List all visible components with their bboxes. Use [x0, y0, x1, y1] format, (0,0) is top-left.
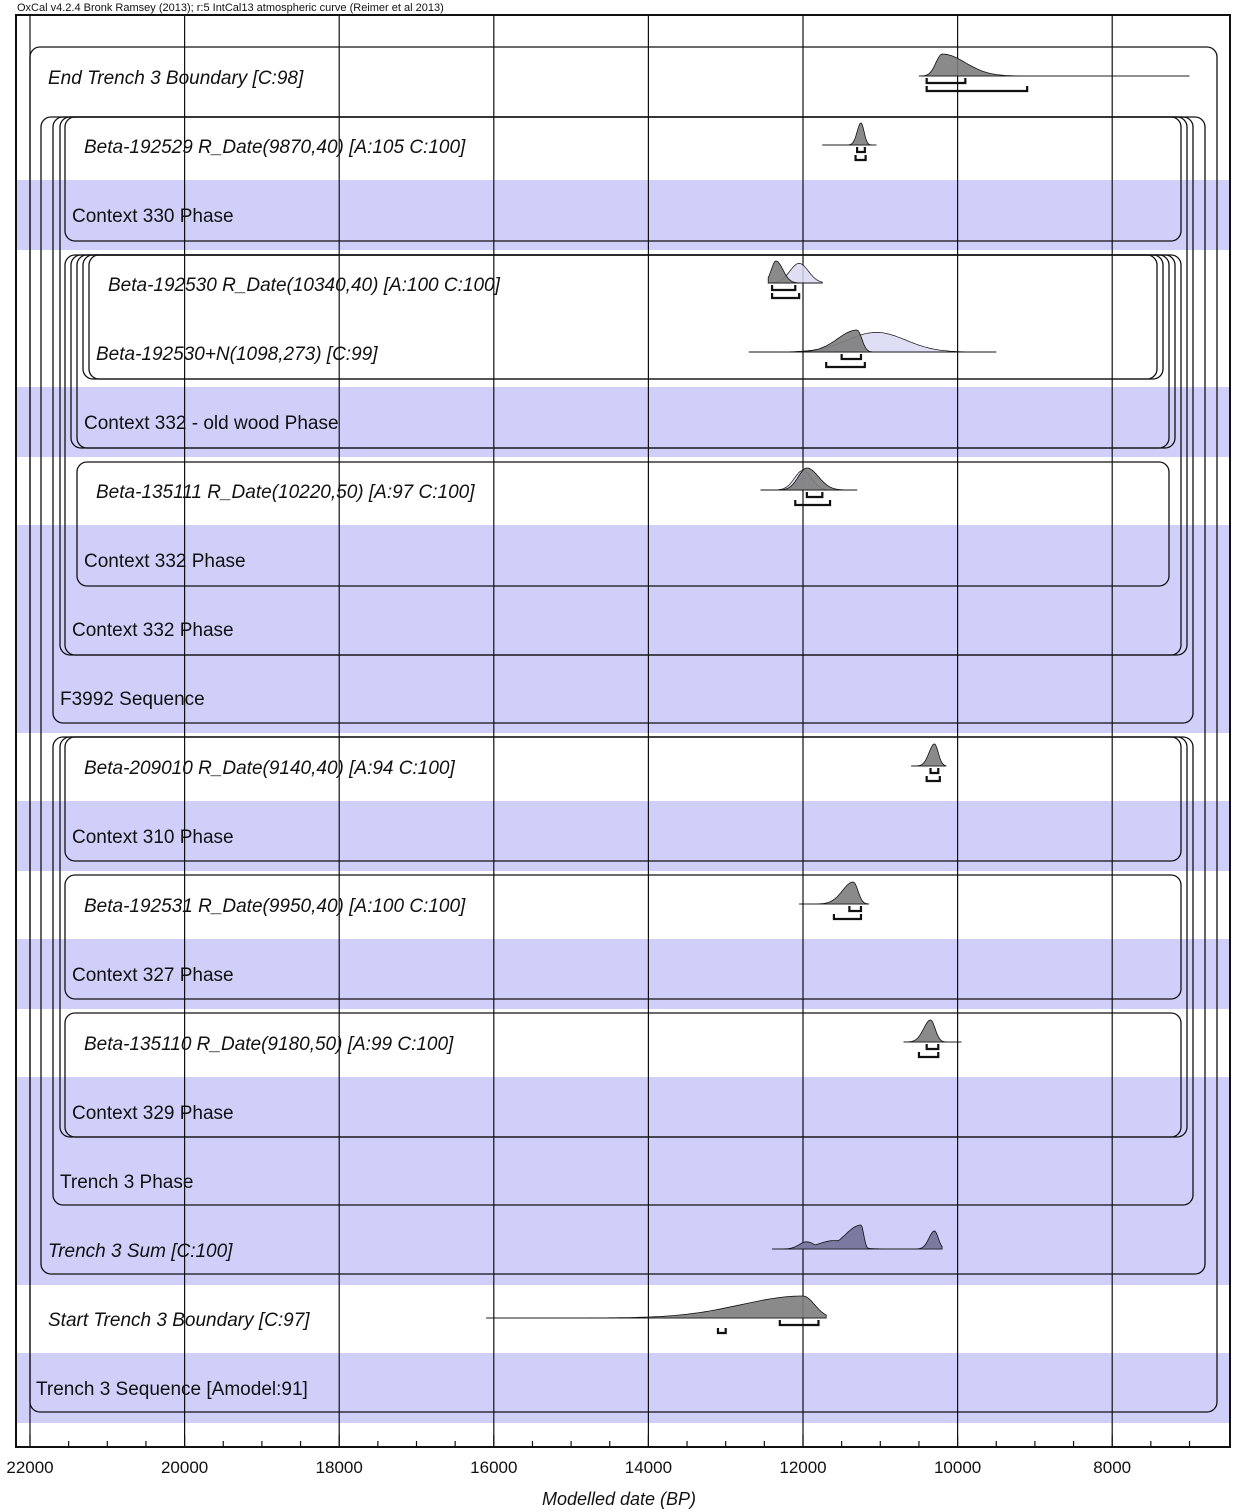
range-68-bracket-row-0 [927, 78, 966, 83]
range-95-bracket-row-1 [856, 155, 866, 160]
row-label-7: Context 332 Phase [84, 551, 246, 572]
range-68-bracket-row-10 [931, 768, 939, 773]
range-95-bracket-row-3 [772, 293, 799, 298]
row-label-3: Beta-192530 R_Date(10340,40) [A:100 C:100] [108, 275, 500, 296]
x-axis-title: Modelled date (BP) [541, 1489, 697, 1509]
range-95-bracket-row-0 [927, 86, 1027, 91]
range-68-bracket-row-4 [842, 354, 861, 359]
tick-label-22000: 22000 [6, 1458, 54, 1477]
tick-label-8000: 8000 [1093, 1458, 1132, 1477]
range-95-bracket-row-14 [919, 1052, 938, 1057]
range-68-bracket-row-14 [927, 1044, 939, 1049]
tick-label-10000: 10000 [933, 1458, 982, 1477]
range-68-bracket-row-3 [772, 285, 795, 290]
row-label-13: Context 327 Phase [72, 965, 234, 986]
range-95-bracket-row-6 [795, 500, 830, 505]
prior-distribution-row-4 [749, 332, 996, 352]
row-label-6: Beta-135111 R_Date(10220,50) [A:97 C:100] [96, 482, 475, 503]
range-68-bracket-row-1 [857, 147, 865, 152]
row-label-19: Trench 3 Sequence [Amodel:91] [36, 1379, 308, 1400]
row-label-1: Beta-192529 R_Date(9870,40) [A:105 C:100] [84, 137, 466, 158]
posterior-distribution-row-10 [911, 744, 946, 766]
posterior-distribution-row-6 [761, 468, 858, 490]
range-68-bracket-row-18 [780, 1320, 819, 1325]
row-label-5: Context 332 - old wood Phase [84, 413, 339, 434]
row-label-14: Beta-135110 R_Date(9180,50) [A:99 C:100] [84, 1034, 454, 1055]
phase-bands [17, 180, 1229, 1423]
row-label-4: Beta-192530+N(1098,273) [C:99] [96, 344, 378, 365]
posterior-distribution-row-18 [486, 1296, 826, 1318]
range-95-bracket-row-4 [826, 362, 865, 367]
tick-label-20000: 20000 [160, 1458, 209, 1477]
row-label-2: Context 330 Phase [72, 206, 234, 227]
header-text: OxCal v4.2.4 Bronk Ramsey (2013); r:5 IntCal13 atmospheric curve (Reimer et al 2013) [17, 2, 444, 14]
range-68-bracket-row-6 [807, 492, 822, 497]
range-95-bracket-row-18 [718, 1328, 726, 1333]
row-label-11: Context 310 Phase [72, 827, 234, 848]
row-label-15: Context 329 Phase [72, 1103, 234, 1124]
tick-label-14000: 14000 [624, 1458, 673, 1477]
row-label-12: Beta-192531 R_Date(9950,40) [A:100 C:100] [84, 896, 466, 917]
row-label-9: F3992 Sequence [60, 689, 205, 710]
x-axis-ticks [6, 1435, 1189, 1477]
tick-label-12000: 12000 [779, 1458, 827, 1477]
posterior-distribution-row-12 [799, 882, 869, 904]
range-95-bracket-row-10 [927, 776, 940, 781]
row-label-16: Trench 3 Phase [60, 1172, 194, 1193]
row-label-10: Beta-209010 R_Date(9140,40) [A:94 C:100] [84, 758, 455, 779]
range-68-bracket-row-12 [849, 906, 861, 911]
row-label-8: Context 332 Phase [72, 620, 234, 641]
range-95-bracket-row-12 [834, 914, 861, 919]
row-label-17: Trench 3 Sum [C:100] [48, 1241, 233, 1262]
tick-label-18000: 18000 [315, 1458, 363, 1477]
row-label-18: Start Trench 3 Boundary [C:97] [48, 1310, 310, 1331]
row-label-0: End Trench 3 Boundary [C:98] [48, 68, 304, 89]
posterior-distribution-row-1 [822, 123, 876, 145]
posterior-distribution-row-14 [904, 1020, 962, 1042]
tick-label-16000: 16000 [470, 1458, 518, 1477]
posterior-distribution-row-0 [919, 54, 1190, 76]
